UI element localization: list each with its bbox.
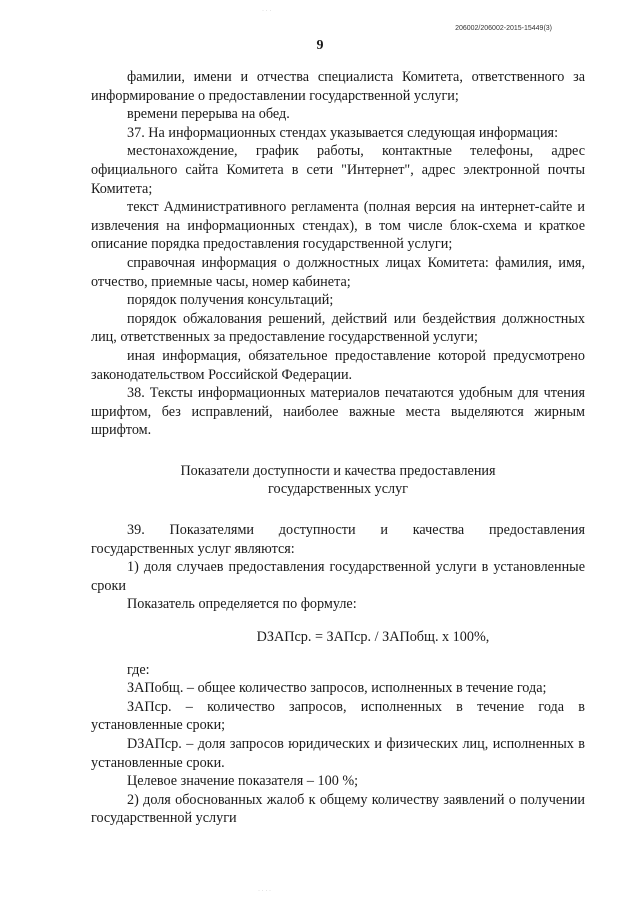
paragraph: ЗАПобщ. – общее количество запросов, исполненных в течение года; <box>127 680 547 697</box>
paragraph: 2) доля обоснованных жалоб к общему количеству заявлений о получении государственной услуги <box>91 791 585 827</box>
paragraph: текст Административного регламента (полная версия на интернет-сайте и извлечения на информационных стендах), в том числе блок-схема и краткое описание порядка предоставления государственной услуги; <box>91 199 585 253</box>
paragraph: Целевое значение показателя – 100 %; <box>127 773 359 790</box>
paragraph: порядок получения консультаций; <box>127 292 334 309</box>
paragraph: справочная информация о должностных лицах Комитета: фамилия, имя, отчество, приемные часы, номер кабинета; <box>91 254 585 290</box>
paragraph: 37. На информационных стендах указывается следующая информация: <box>127 124 559 141</box>
paragraph: 39. Показателями доступности и качества предоставления государственных услуг являются: <box>91 522 585 557</box>
paragraph: фамилии, имени и отчества специалиста Комитета, ответственного за информирование о предоставлении государственной услуги; <box>91 69 585 104</box>
paragraph: ЗАПср. – количество запросов, исполненных в течение года в установленные сроки; <box>91 698 585 734</box>
section-heading-line-2: государственных услуг <box>268 481 408 498</box>
paragraph: времени перерыва на обед. <box>127 106 290 123</box>
paragraph-group-1 <box>91 68 585 440</box>
paragraph: иная информация, обязательное предоставление которой предусмотрено законодательством Российской Федерации. <box>91 347 585 383</box>
scan-artifact: · · · <box>262 8 272 14</box>
document-body <box>91 68 585 828</box>
paragraph: 38. Тексты информационных материалов печатаются удобным для чтения шрифтом, без исправлений, наиболее важные места выделяются жирным шрифтом. <box>91 385 585 439</box>
paragraph: 1) доля случаев предоставления государственной услуги в установленные сроки <box>91 559 585 594</box>
paragraph: где: <box>127 661 150 678</box>
section-heading <box>91 440 585 521</box>
page-number: 9 <box>316 38 324 53</box>
document-id: 206002/206002-2015-15449(3) <box>455 25 552 32</box>
paragraph: порядок обжалования решений, действий или бездействия должностных лиц, ответственных за предоставление государственной услуги; <box>91 310 585 346</box>
scan-artifact: · · · · <box>258 888 271 894</box>
paragraph: Показатель определяется по формуле: <box>127 596 357 613</box>
paragraph: местонахождение, график работы, контактные телефоны, адрес официального сайта Комитета в сети "Интернет", адрес электронной почты Комитета; <box>91 143 585 197</box>
paragraph-group-2 <box>91 521 585 614</box>
formula: DЗАПср. = ЗАПср. / ЗАПобщ. x 100%, <box>256 629 490 646</box>
paragraph: DЗАПср. – доля запросов юридических и физических лиц, исполненных в установленные сроки. <box>91 736 585 771</box>
section-heading-line-1: Показатели доступности и качества предоставления <box>180 462 496 479</box>
paragraph-group-3 <box>91 661 585 828</box>
